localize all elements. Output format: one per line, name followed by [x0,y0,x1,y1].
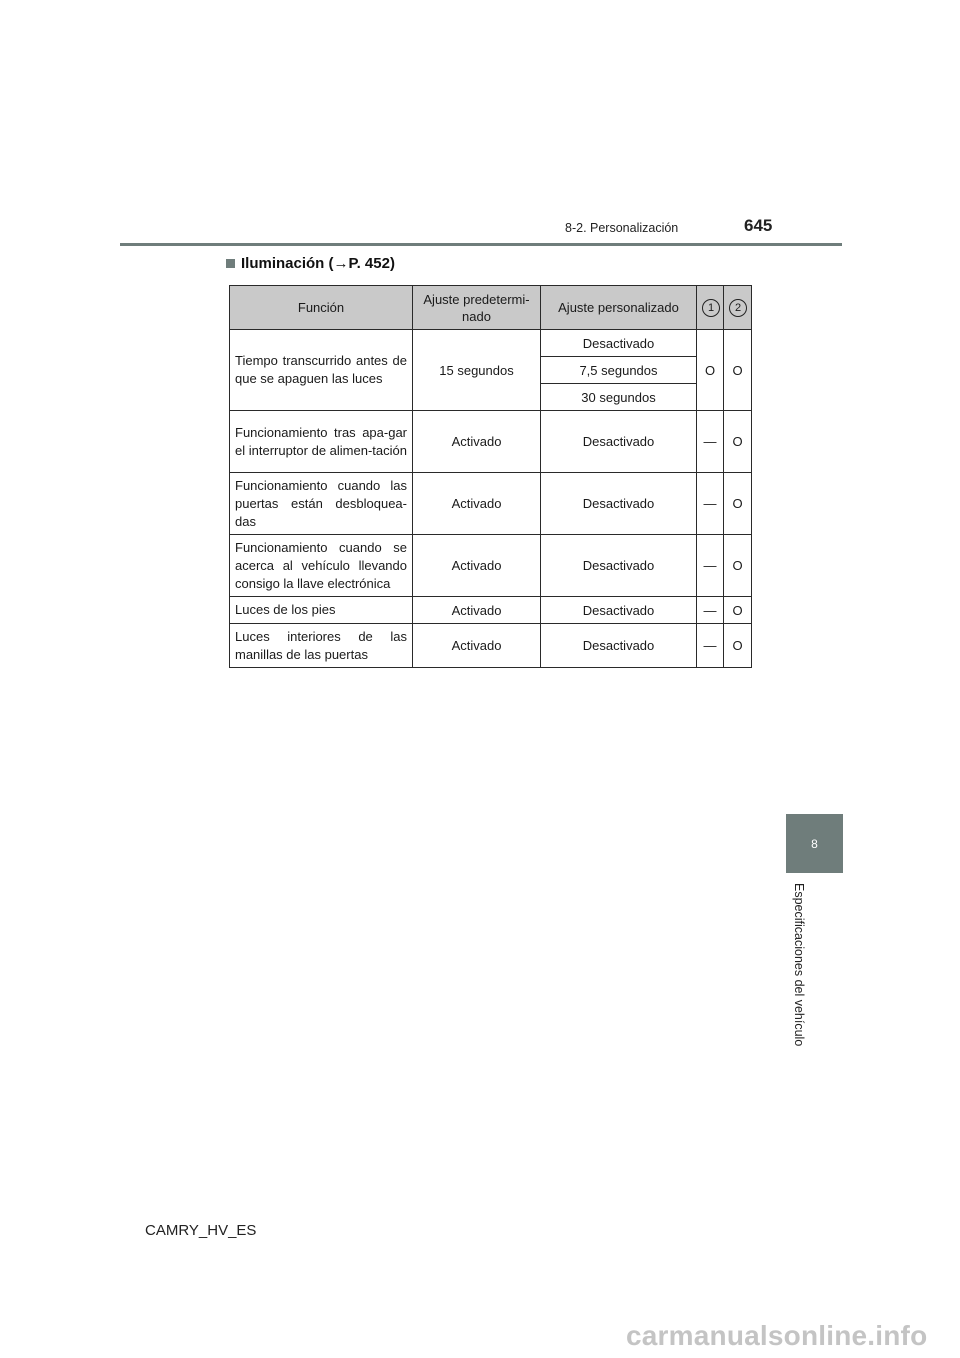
row-function: Funcionamiento tras apa-gar el interruptor de alimen-tación [230,411,413,473]
table-row [230,473,752,535]
page-number: 645 [744,216,773,235]
row-default: 15 segundos [413,330,541,411]
row-col1: — [697,624,724,668]
circle-1-icon: 1 [702,299,720,317]
header-col2 [724,286,752,330]
row-custom-option: Desactivado [541,330,697,357]
row-custom: Desactivado [541,535,697,597]
circle-2-icon: 2 [729,299,747,317]
row-default: Activado [413,535,541,597]
row-col2: O [724,597,752,624]
row-function: Funcionamiento cuando se acerca al vehículo llevando consigo la llave electrónica [230,535,413,597]
table-row [230,597,752,624]
row-col1: — [697,597,724,624]
chapter-number: 8 [811,836,818,851]
row-function: Luces de los pies [230,597,413,624]
row-col1: — [697,535,724,597]
row-default: Activado [413,473,541,535]
table-row [230,535,752,597]
arrow-right-icon: → [333,255,349,272]
row-col1: — [697,411,724,473]
row-col2: O [724,411,752,473]
row-col1: — [697,473,724,535]
row-custom-option: 7,5 segundos [541,357,697,384]
row-col2: O [724,473,752,535]
section-heading-ref: P. 452) [348,255,395,272]
row-custom: Desactivado [541,597,697,624]
row-custom: Desactivado [541,473,697,535]
row-col2: O [724,535,752,597]
row-col2: O [724,330,752,411]
section-heading-title: Iluminación ( [241,255,334,272]
header-function: Función [230,286,413,330]
table-row [230,411,752,473]
square-bullet-icon [226,259,235,268]
row-col1: O [697,330,724,411]
header-divider [120,243,842,246]
row-default: Activado [413,624,541,668]
chapter-label: Especificaciones del vehículo [792,883,806,1047]
footer-model-code: CAMRY_HV_ES [145,1222,257,1239]
section-heading [226,255,395,272]
row-function: Tiempo transcurrido antes de que se apaguen las luces [230,330,413,411]
table-row [230,330,752,357]
settings-table [229,285,752,668]
row-custom: Desactivado [541,624,697,668]
row-function: Funcionamiento cuando las puertas están desbloquea-das [230,473,413,535]
header-section-title: 8-2. Personalización [565,221,679,235]
table-row [230,624,752,668]
row-default: Activado [413,597,541,624]
header-custom: Ajuste personalizado [541,286,697,330]
row-col2: O [724,624,752,668]
header-default: Ajuste predetermi-nado [413,286,541,330]
header-col1 [697,286,724,330]
row-default: Activado [413,411,541,473]
chapter-tab [786,814,843,873]
row-custom: Desactivado [541,411,697,473]
row-custom-option: 30 segundos [541,384,697,411]
watermark: carmanualsonline.info [626,1320,928,1351]
row-function: Luces interiores de las manillas de las puertas [230,624,413,668]
table-header-row [230,286,752,330]
